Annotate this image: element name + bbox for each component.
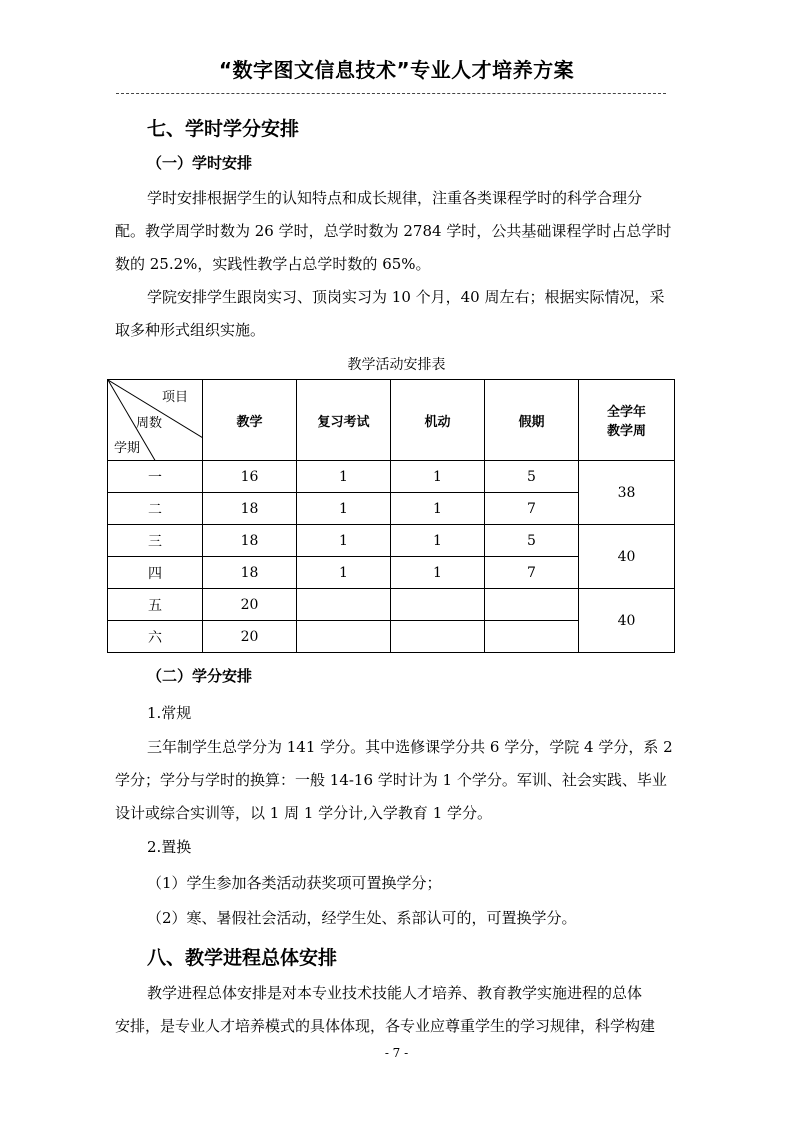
- holiday-cell: 5: [485, 525, 579, 557]
- subsection-1-heading: （一）学时安排: [147, 154, 253, 172]
- review-cell: 1: [297, 493, 391, 525]
- paragraph-line: 三年制学生总学分为 141 学分。其中选修课学分共 6 学分，学院 4 学分，系 2: [147, 738, 673, 756]
- paragraph-line: 安排，是专业人才培养模式的具体体现，各专业应尊重学生的学习规律，科学构建: [115, 1017, 656, 1035]
- review-cell: 1: [297, 525, 391, 557]
- holiday-cell: 7: [485, 493, 579, 525]
- flex-cell: [391, 589, 485, 621]
- year-weeks-cell: 38: [579, 461, 675, 525]
- paragraph-line: 教学进程总体安排是对本专业技术技能人才培养、教育教学实施进程的总体: [147, 984, 643, 1002]
- column-header: 假期: [485, 380, 579, 461]
- teach-cell: 20: [203, 621, 297, 653]
- column-header: 机动: [391, 380, 485, 461]
- paragraph-line: 设计或综合实训等，以 1 周 1 学分计,入学教育 1 学分。: [115, 804, 493, 822]
- review-cell: 1: [297, 461, 391, 493]
- teach-cell: 18: [203, 493, 297, 525]
- teaching-schedule-table: [107, 379, 675, 653]
- paragraph-line: 配。教学周学时数为 26 学时，总学时数为 2784 学时，公共基础课程学时占总学时: [115, 222, 672, 240]
- review-cell: [297, 621, 391, 653]
- table-row: [108, 525, 675, 557]
- document-header-title: “数字图文信息技术”专业人才培养方案: [218, 58, 575, 82]
- item-title: 1.常规: [147, 704, 192, 722]
- holiday-cell: 5: [485, 461, 579, 493]
- table-caption: 教学活动安排表: [347, 357, 446, 373]
- column-header: 复习考试: [297, 380, 391, 461]
- term-cell: 四: [108, 557, 203, 589]
- holiday-cell: 7: [485, 557, 579, 589]
- year-col-line: 全学年: [606, 405, 646, 420]
- table-header-row: [108, 380, 675, 461]
- term-cell: 六: [108, 621, 203, 653]
- review-cell: 1: [297, 557, 391, 589]
- header-divider: [116, 93, 666, 94]
- term-cell: 二: [108, 493, 203, 525]
- page-number: - 7 -: [384, 1046, 409, 1060]
- year-weeks-cell: 40: [579, 589, 675, 653]
- subsection-2-heading: （二）学分安排: [147, 667, 253, 685]
- corner-label-item: 项目: [162, 390, 189, 405]
- diagonal-header-cell: [108, 380, 203, 461]
- list-item: （1）学生参加各类活动获奖项可置换学分；: [147, 874, 442, 892]
- paragraph-line: 学时安排根据学生的认知特点和成长规律，注重各类课程学时的科学合理分: [147, 189, 643, 207]
- term-cell: 三: [108, 525, 203, 557]
- section-8-heading: 八、教学进程总体安排: [147, 947, 338, 969]
- teach-cell: 18: [203, 557, 297, 589]
- year-weeks-cell: 40: [579, 525, 675, 589]
- table-row: [108, 589, 675, 621]
- review-cell: [297, 589, 391, 621]
- column-header-year-weeks: [579, 380, 675, 461]
- teach-cell: 20: [203, 589, 297, 621]
- holiday-cell: [485, 589, 579, 621]
- list-item: （2）寒、暑假社会活动，经学生处、系部认可的，可置换学分。: [147, 909, 577, 927]
- paragraph-line: 数的 25.2%，实践性教学占总学时数的 65%。: [115, 255, 431, 273]
- teach-cell: 18: [203, 525, 297, 557]
- term-cell: 五: [108, 589, 203, 621]
- paragraph-line: 学分；学分与学时的换算：一般 14-16 学时计为 1 个学分。军训、社会实践、毕业: [115, 771, 667, 789]
- flex-cell: 1: [391, 557, 485, 589]
- column-header: 教学: [203, 380, 297, 461]
- teach-cell: 16: [203, 461, 297, 493]
- paragraph-line: 学院安排学生跟岗实习、顶岗实习为 10 个月，40 周左右；根据实际情况，采: [147, 288, 665, 306]
- flex-cell: 1: [391, 525, 485, 557]
- corner-label-weeks: 周数: [136, 416, 163, 431]
- term-cell: 一: [108, 461, 203, 493]
- section-7-heading: 七、学时学分安排: [147, 118, 300, 140]
- flex-cell: 1: [391, 493, 485, 525]
- holiday-cell: [485, 621, 579, 653]
- table-row: [108, 461, 675, 493]
- year-col-line: 教学周: [606, 424, 646, 439]
- corner-label-term: 学期: [114, 441, 141, 456]
- item-title: 2.置换: [147, 838, 192, 856]
- flex-cell: 1: [391, 461, 485, 493]
- paragraph-line: 取多种形式组织实施。: [115, 321, 266, 339]
- flex-cell: [391, 621, 485, 653]
